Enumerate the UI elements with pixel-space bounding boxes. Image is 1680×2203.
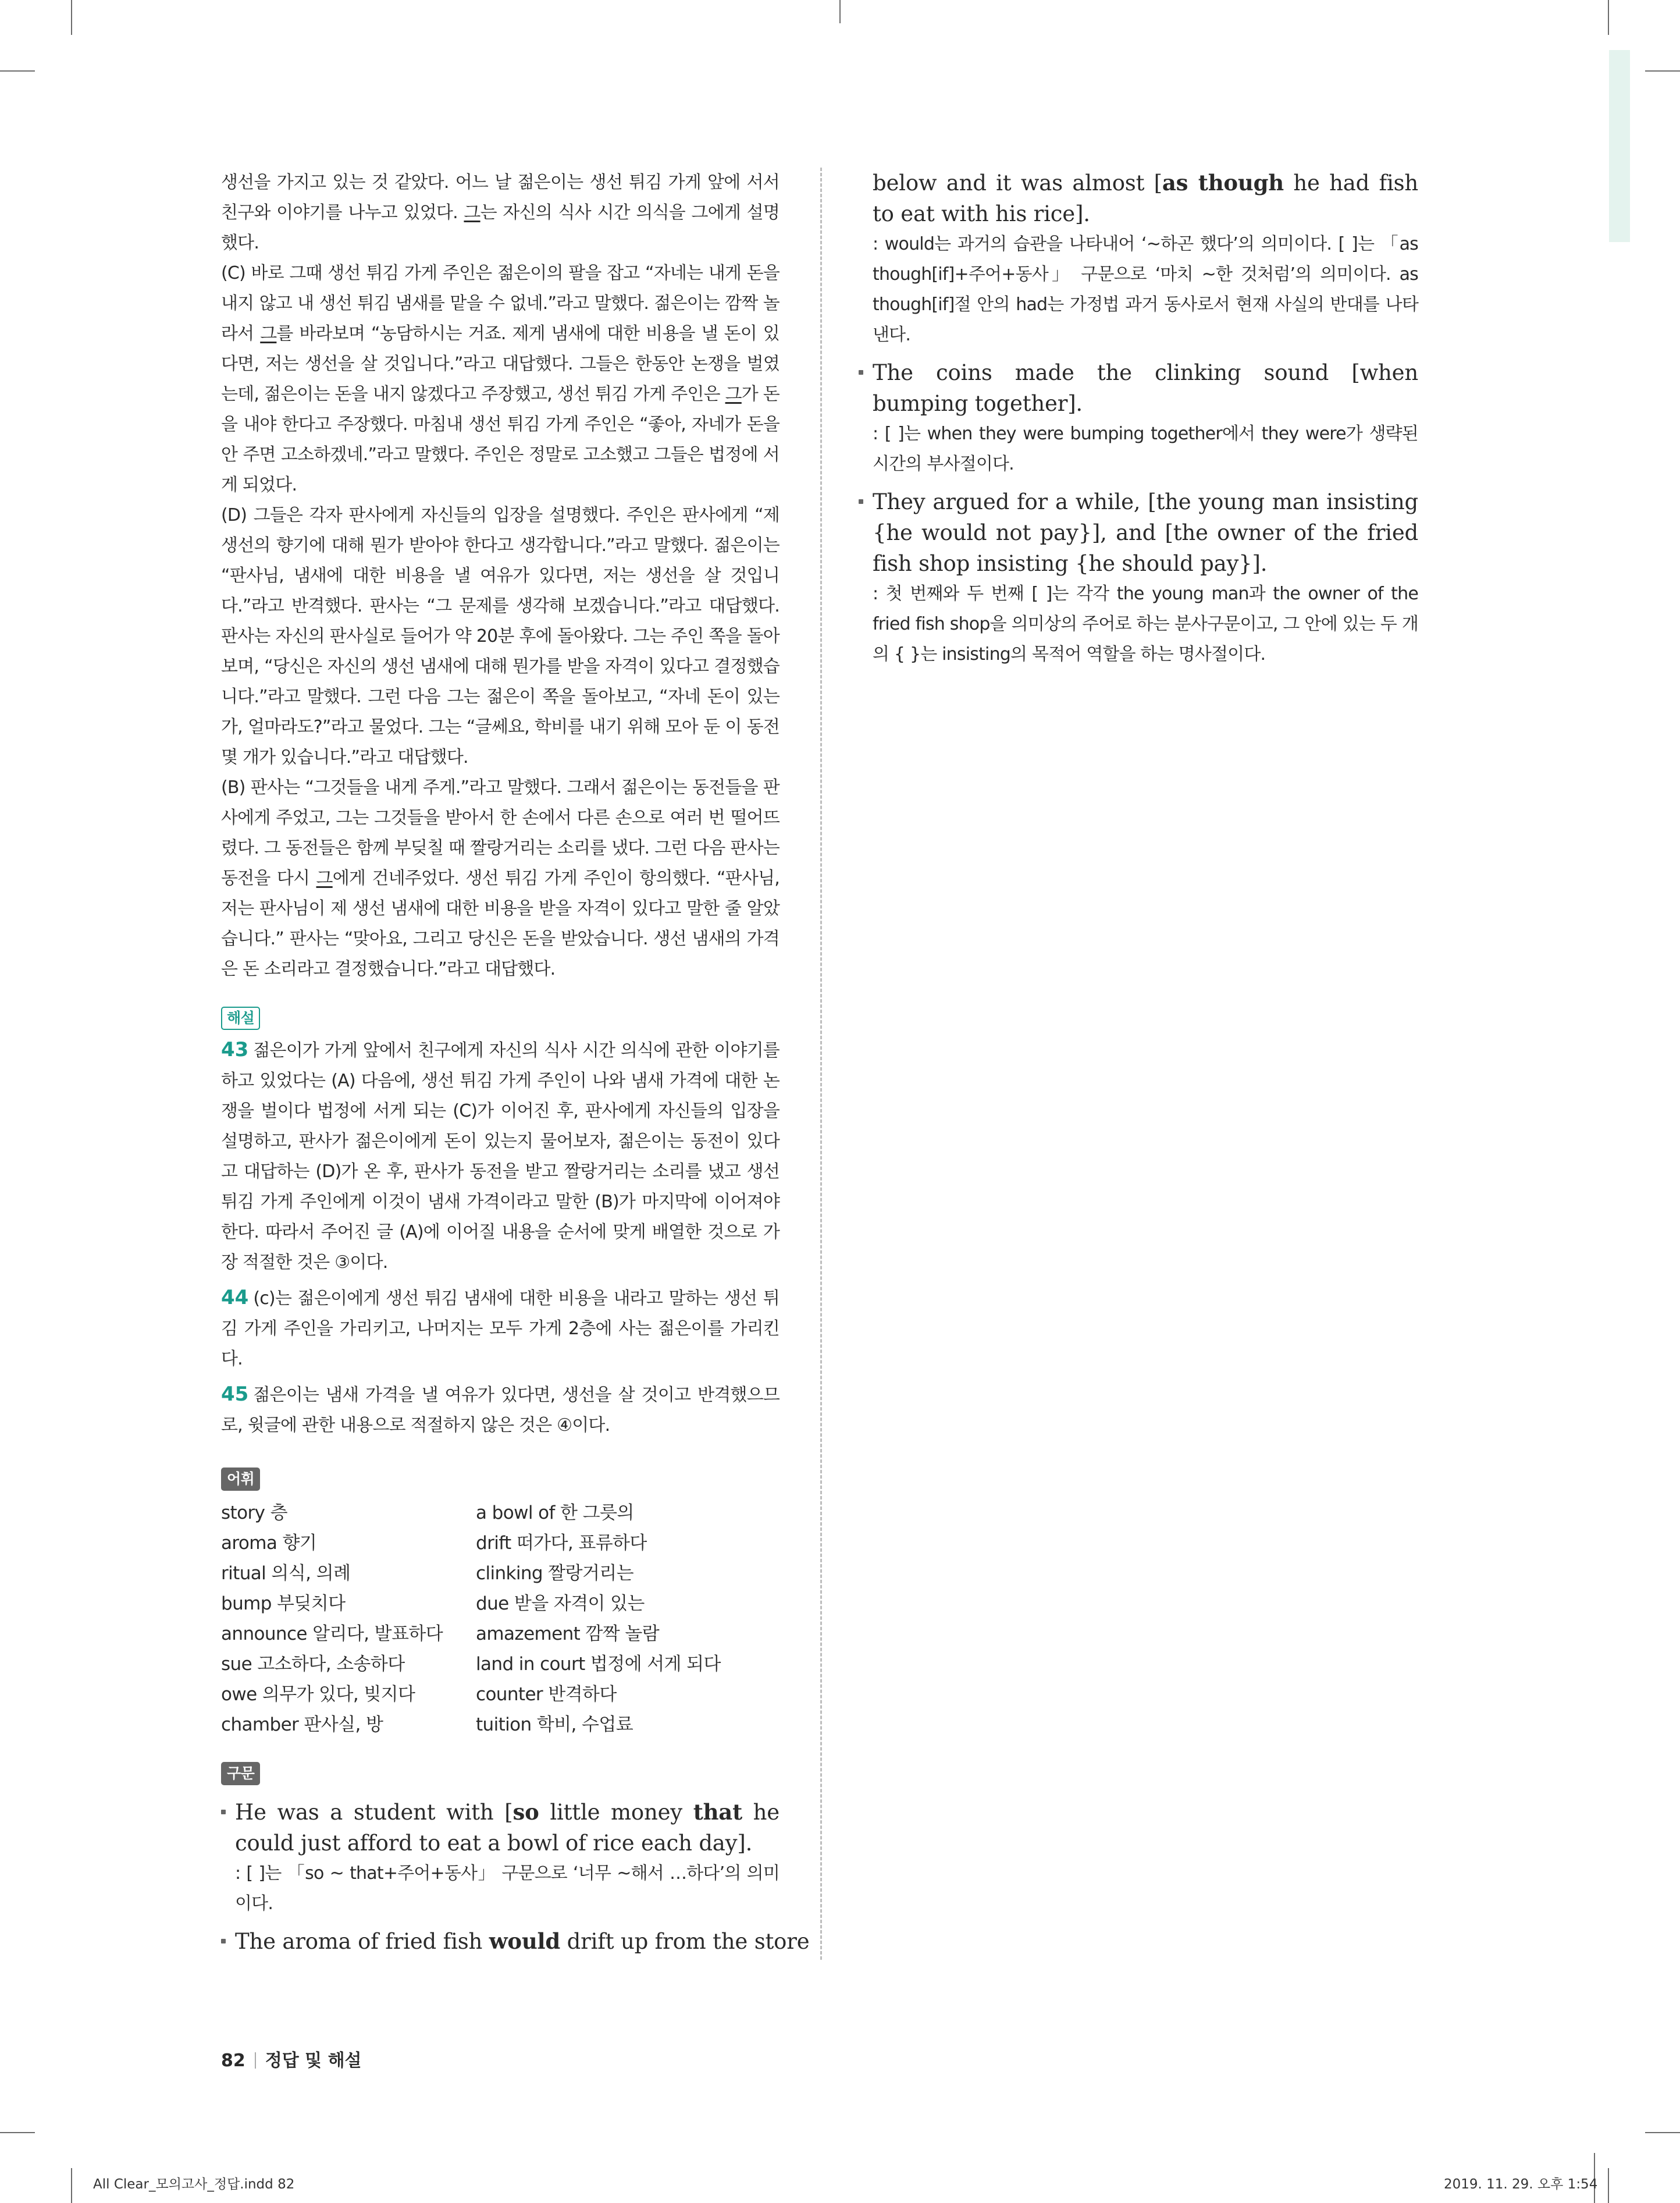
crop-mark: [71, 0, 72, 35]
vocab-item: due 받을 자격이 있는: [476, 1593, 645, 1614]
vocab-list: [221, 1498, 780, 1740]
crop-mark: [1608, 2168, 1609, 2203]
answer-44: 44 (c)는 젊은이에게 생선 튀김 냄새에 대한 비용을 내라고 말하는 생선 튀김 가게 주인을 가리키고, 나머지는 모두 가게 2층에 사는 젊은이를 가리킨다.: [221, 1286, 780, 1369]
bullet-icon: [859, 370, 863, 375]
bullet-icon: [859, 499, 863, 504]
vocab-item: amazement 깜짝 놀람: [476, 1623, 660, 1644]
vocab-item: announce 알리다, 발표하다: [221, 1623, 443, 1644]
section-title: 정답 및 해설: [265, 2051, 362, 2071]
vocab-item: sue 고소하다, 소송하다: [221, 1654, 405, 1675]
syntax-badge: 구문: [221, 1762, 260, 1785]
crop-mark: [1645, 70, 1680, 72]
crop-mark: [0, 2132, 35, 2133]
syntax-sentence: below and it was almost [as though he had fish to eat with his rice].: [873, 170, 1419, 226]
vocab-item: a bowl of 한 그릇의: [476, 1502, 634, 1523]
answer-45: 45 젊은이는 냄새 가격을 낼 여유가 있다면, 생선을 살 것이고 반격했으므로, 윗글에 관한 내용으로 적절하지 않은 것은 ④이다.: [221, 1383, 780, 1435]
page-number: 82: [221, 2051, 245, 2071]
syntax-sentence: The aroma of fried fish would drift up from the store: [235, 1928, 810, 1954]
page-footer: [221, 2046, 362, 2071]
vocab-item: ritual 의식, 의례: [221, 1563, 351, 1584]
bullet-icon: [221, 1810, 226, 1814]
crop-mark: [1608, 0, 1609, 35]
vocab-item: drift 떠가다, 표류하다: [476, 1533, 647, 1554]
right-column: [873, 168, 1418, 670]
syntax-sentence: The coins made the clinking sound [when bumping together].: [873, 360, 1418, 416]
vocab-item: clinking 짤랑거리는: [476, 1563, 633, 1584]
translation-paragraph-c: (C) 바로 그때 생선 튀김 가게 주인은 젊은이의 팔을 잡고 “자네는 내게 돈을 내지 않고 내 생선 튀김 냄새를 맡을 수 없네.”라고 말했다. 젊은이는 깜짝 놀라서 그를 바라보며 “농담하시는 거죠. 제게 냄새에 대한 비용을 낼 돈이 있다면, 저는 생선을 살 것입니다.”라고 대답했다. 그들은 한동안 논쟁을 벌였는데, 젊은이는 돈을 내지 않겠다고 주장했고, 생선 튀김 가게 주인은 그가 돈을 내야 한다고 주장했다. 마침내 생선 튀김 가게 주인은 “좋아, 자네가 돈을 안 주면 고소하겠네.”라고 말했다. 주인은 정말로 고소했고 그들은 법정에 서게 되었다.: [221, 263, 780, 495]
translation-paragraph-b: (B) 판사는 “그것들을 내게 주게.”라고 말했다. 그래서 젊은이는 동전들을 판사에게 주었고, 그는 그것들을 받아서 한 손에서 다른 손으로 여러 번 떨어뜨렸다. 그 동전들은 함께 부딪칠 때 짤랑거리는 소리를 냈다. 그런 다음 판사는 동전을 다시 그에게 건네주었다. 생선 튀김 가게 주인이 항의했다. “판사님, 저는 판사님이 제 생선 냄새에 대한 비용을 받을 자격이 있다고 말한 줄 알았습니다.” 판사는 “맞아요, 그리고 당신은 돈을 받았습니다. 생선 냄새의 가격은 돈 소리라고 결정했습니다.”라고 대답했다.: [221, 777, 780, 979]
syntax-item-2: [221, 1926, 810, 1957]
crop-mark: [1645, 2132, 1680, 2133]
footer-separator: [255, 2052, 256, 2069]
translation-paragraph-a: 생선을 가지고 있는 것 같았다. 어느 날 젊은이는 생선 튀김 가게 앞에 서서 친구와 이야기를 나누고 있었다. 그는 자신의 식사 시간 의식을 그에게 설명했다.: [221, 172, 780, 253]
syntax-item-2-continued: [873, 168, 1418, 350]
bullet-icon: [221, 1939, 226, 1943]
answer-43: 43 젊은이가 가게 앞에서 친구에게 자신의 식사 시간 의식에 관한 이야기를 하고 있었다는 (A) 다음에, 생선 튀김 가게 주인이 나와 냄새 가격에 대한 논쟁을 벌이다 법정에 서게 되는 (C)가 이어진 후, 판사에게 자신들의 입장을 설명하고, 판사가 젊은이에게 돈이 있는지 물어보자, 젊은이는 동전이 있다고 대답하는 (D)가 온 후, 판사가 동전을 받고 짤랑거리는 소리를 냈고 생선 튀김 가게 주인에게 이것이 냄새 가격이라고 말한 (B)가 마지막에 이어져야 한다. 따라서 주어진 글 (A)에 이어질 내용을 순서에 맞게 배열한 것으로 가장 적절한 것은 ③이다.: [221, 1038, 780, 1273]
vocab-item: story 층: [221, 1502, 287, 1523]
vocab-item: land in court 법정에 서게 되다: [476, 1654, 721, 1675]
syntax-note: : would는 과거의 습관을 나타내어 ‘~하곤 했다’의 의미이다. [ ]는 「as though[if]+주어+동사」 구문으로 ‘마치 ~한 것처럼’의 의미이다. as though[if]절 안의 had는 가정법 과거 동사로서 현재 사실의 반대를 나타낸다.: [873, 234, 1418, 345]
syntax-sentence: He was a student with [so little money that he could just afford to eat a bowl of rice each day].: [235, 1799, 780, 1856]
vocab-item: tuition 학비, 수업료: [476, 1714, 633, 1735]
syntax-item-4: [859, 486, 1418, 670]
syntax-item-3: [859, 357, 1418, 479]
crop-mark: [839, 0, 841, 23]
explanation-badge: 해설: [221, 1007, 260, 1030]
vocab-item: counter 반격하다: [476, 1684, 617, 1705]
syntax-item-1: [221, 1797, 780, 1919]
crop-mark: [0, 70, 35, 72]
syntax-note: : 첫 번째와 두 번째 [ ]는 각각 the young man과 the owner of the fried fish shop을 의미상의 주어로 하는 분사구문이고, 그 안에 있는 두 개의 { }는 insisting의 목적어 역할을 하는 명사절이다.: [873, 584, 1418, 665]
syntax-sentence: They argued for a while, [the young man insisting {he would not pay}], and [the owner of the fried fish shop insisting {he should pay}].: [873, 489, 1418, 576]
column-divider: [820, 168, 822, 1960]
vocab-item: owe 의무가 있다, 빚지다: [221, 1684, 415, 1705]
vocab-item: bump 부딪치다: [221, 1593, 346, 1614]
syntax-note: : [ ]는 「so ~ that+주어+동사」 구문으로 ‘너무 ~해서 …하다’의 의미이다.: [235, 1863, 780, 1914]
print-slug-date: 2019. 11. 29. 오후 1:54: [1444, 2177, 1598, 2192]
print-slug-file: All Clear_모의고사_정답.indd 82: [93, 2177, 295, 2192]
syntax-note: : [ ]는 when they were bumping together에서 they were가 생략된 시간의 부사절이다.: [873, 424, 1418, 474]
vocab-item: aroma 향기: [221, 1533, 317, 1554]
translation-paragraph-d: (D) 그들은 각자 판사에게 자신들의 입장을 설명했다. 주인은 판사에게 “제 생선의 향기에 대해 뭔가 받아야 한다고 생각합니다.”라고 말했다. 젊은이는 “판사님, 냄새에 대한 비용을 낼 여유가 있다면, 저는 생선을 살 것입니다.”라고 반격했다. 판사는 “그 문제를 생각해 보겠습니다.”라고 대답했다. 판사는 자신의 판사실로 들어가 약 20분 후에 돌아왔다. 그는 주인 쪽을 돌아보며, “당신은 자신의 생선 냄새에 대해 뭔가를 받을 자격이 있다고 결정했습니다.”라고 말했다. 그런 다음 그는 젊은이 쪽을 돌아보고, “자네 돈이 있는가, 얼마라도?”라고 물었다. 그는 “글쎄요, 학비를 내기 위해 모아 둔 이 동전 몇 개가 있습니다.”라고 대답했다.: [221, 505, 780, 768]
vocab-item: chamber 판사실, 방: [221, 1714, 383, 1735]
left-column: [221, 168, 810, 1957]
vocab-badge: 어휘: [221, 1468, 260, 1491]
chapter-tab: [1609, 50, 1630, 242]
crop-mark: [71, 2168, 72, 2203]
